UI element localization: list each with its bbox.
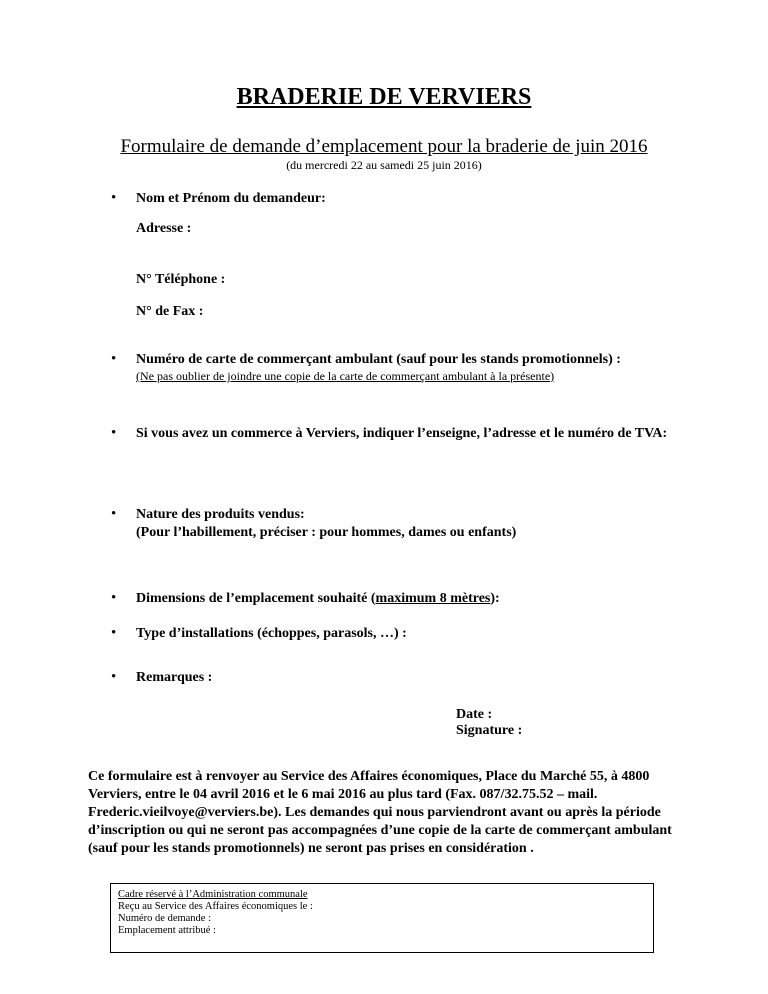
dimensions-max-note: maximum 8 mètres — [375, 591, 491, 606]
bullet-icon: • — [111, 351, 117, 367]
admin-reserved-box — [110, 883, 654, 953]
submission-instructions: Ce formulaire est à renvoyer au Service des Affaires économiques, Place du Marché 55, à 4800 Verviers, entre le 04 avril 2016 et le 6 mai 2016 au plus tard (Fax. 087/32.75.52 – mail. Frederic.vieilvoye@verviers.be). Les demandes qui nous parviendront avant ou après la période d’inscription ou qui ne seront pas accompagnées d’une copie de la carte de commerçant ambulant (sauf pour les stands promotionnels) ne seront pas prises en considération . — [88, 769, 672, 856]
signature-label: Signature : — [456, 723, 523, 738]
date-label: Date : — [456, 707, 493, 722]
admin-assigned-location: Emplacement attribué : — [118, 925, 216, 936]
bullet-icon: • — [111, 669, 117, 685]
products-label: Nature des produits vendus: — [136, 507, 305, 522]
dimensions-label — [136, 590, 500, 608]
fax-label: N° de Fax : — [136, 304, 204, 319]
products-clothing-note: (Pour l’habillement, préciser : pour hommes, dames ou enfants) — [136, 525, 517, 540]
bullet-icon: • — [111, 625, 117, 641]
form-subtitle: Formulaire de demande d’emplacement pour la braderie de juin 2016 — [120, 136, 648, 157]
dimensions-label-prefix: Dimensions de l’emplacement souhaité ( — [136, 591, 376, 606]
admin-received-date: Reçu au Service des Affaires économiques le : — [118, 901, 313, 912]
admin-box-title: Cadre réservé à l’Administration communale — [118, 889, 308, 900]
document-title: BRADERIE DE VERVIERS — [236, 84, 532, 110]
installations-label: Type d’installations (échoppes, parasols, …) : — [136, 626, 407, 641]
bullet-icon: • — [111, 506, 117, 522]
card-number-label: Numéro de carte de commerçant ambulant (sauf pour les stands promotionnels) : — [136, 352, 621, 367]
remarks-label: Remarques : — [136, 670, 213, 685]
bullet-icon: • — [111, 190, 117, 206]
shop-info-label: Si vous avez un commerce à Verviers, indiquer l’enseigne, l’adresse et le numéro de TVA: — [136, 426, 668, 441]
applicant-name-label: Nom et Prénom du demandeur: — [136, 191, 326, 206]
card-copy-note: (Ne pas oublier de joindre une copie de la carte de commerçant ambulant à la présente) — [136, 369, 555, 383]
admin-request-number: Numéro de demande : — [118, 913, 212, 924]
bullet-icon: • — [111, 425, 117, 441]
address-label: Adresse : — [136, 221, 192, 236]
bullet-icon: • — [111, 590, 117, 606]
phone-label: N° Téléphone : — [136, 272, 226, 287]
event-dates: (du mercredi 22 au samedi 25 juin 2016) — [286, 158, 482, 172]
dimensions-label-suffix: ): — [490, 591, 500, 606]
